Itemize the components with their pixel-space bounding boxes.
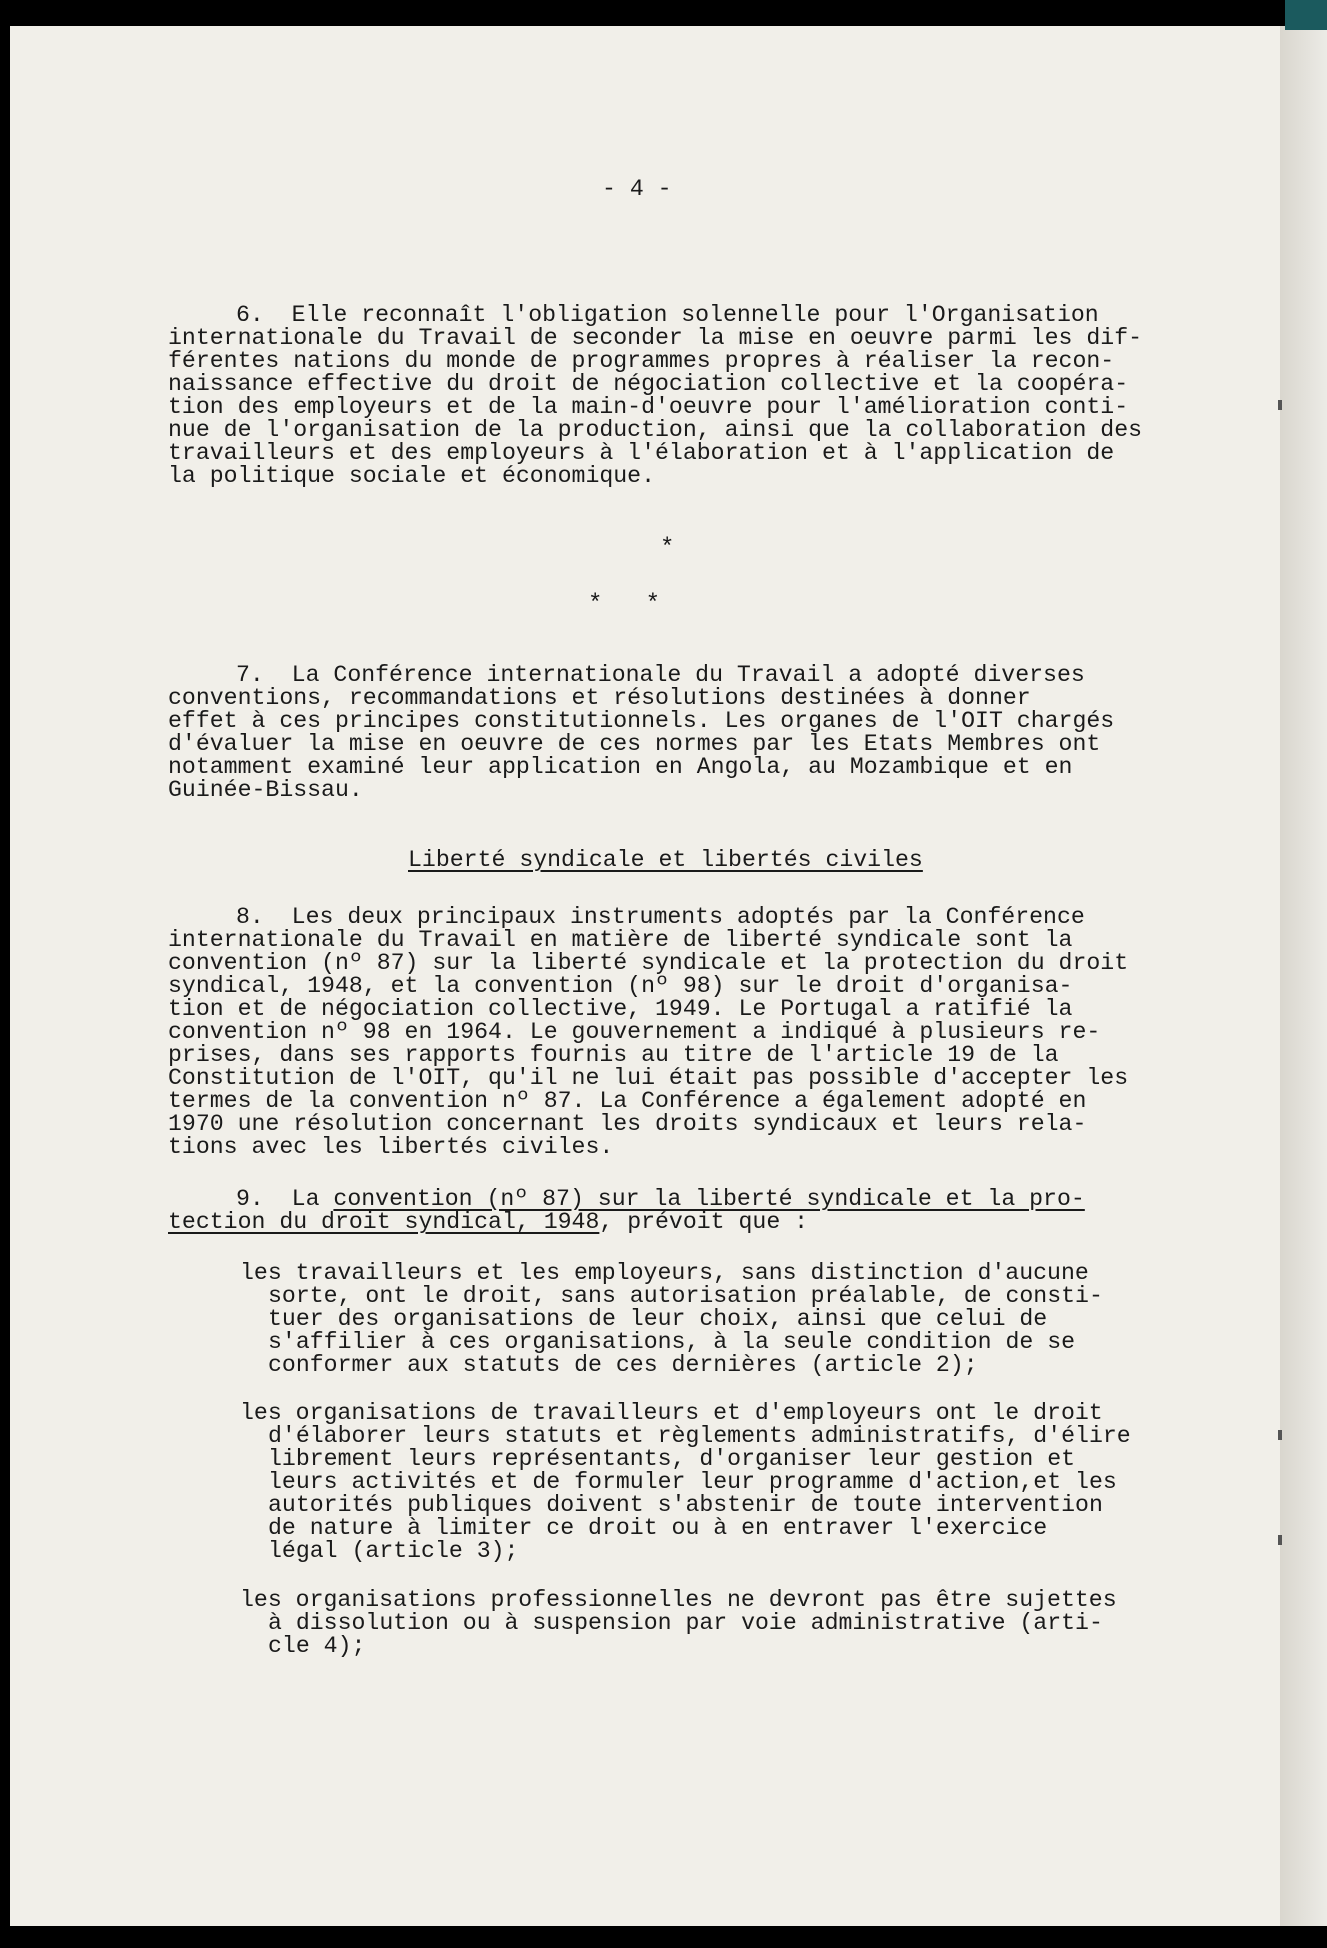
section-heading: Liberté syndicale et libertés civiles — [408, 847, 923, 873]
text-line: d'évaluer la mise en oeuvre de ces normes par les Etats Membres ont — [168, 731, 1101, 757]
text-line: autorités publiques doivent s'abstenir de toute intervention — [268, 1492, 1103, 1518]
text-line: convention nº 98 en 1964. Le gouvernement a indiqué à plusieurs re- — [168, 1019, 1101, 1045]
corner-background — [1285, 0, 1327, 30]
text-line: prises, dans ses rapports fournis au titre de l'article 19 de la — [168, 1042, 1059, 1068]
text-line: travailleurs et des employeurs à l'élaboration et à l'application de — [168, 440, 1115, 466]
text-line: Guinée-Bissau. — [168, 777, 363, 803]
text-line: internationale du Travail en matière de liberté syndicale sont la — [168, 927, 1073, 953]
text-span: 9. La — [236, 1186, 334, 1212]
margin-mark — [1278, 1430, 1282, 1440]
margin-mark — [1278, 400, 1282, 410]
page-edge — [1280, 26, 1327, 1926]
text-line: 6. Elle reconnaît l'obligation solennelle pour l'Organisation — [236, 302, 1099, 328]
text-line: tions avec les libertés civiles. — [168, 1134, 614, 1160]
text-line: termes de la convention nº 87. La Conférence a également adopté en — [168, 1088, 1087, 1114]
text-line: les organisations de travailleurs et d'employeurs ont le droit — [240, 1400, 1103, 1426]
text-line: tion des employeurs et de la main-d'oeuvre pour l'amélioration conti- — [168, 394, 1129, 420]
text-line: cle 4); — [268, 1633, 366, 1659]
text-line: 7. La Conférence internationale du Travail a adopté diverses — [236, 662, 1085, 688]
text-line: conventions, recommandations et résolutions destinées à donner — [168, 685, 1031, 711]
text-line: férentes nations du monde de programmes propres à réaliser la recon- — [168, 348, 1115, 374]
text-line: légal (article 3); — [268, 1538, 519, 1564]
text-line: Constitution de l'OIT, qu'il ne lui était pas possible d'accepter les — [168, 1065, 1129, 1091]
text-line: notamment examiné leur application en Angola, au Mozambique et en — [168, 754, 1073, 780]
page-number: - 4 - — [602, 176, 672, 202]
text-line: syndical, 1948, et la convention (nº 98) sur le droit d'organisa- — [168, 973, 1073, 999]
text-line: 1970 une résolution concernant les droits syndicaux et leurs rela- — [168, 1111, 1087, 1137]
text-line: tuer des organisations de leur choix, ainsi que celui de — [268, 1306, 1048, 1332]
text-line: à dissolution ou à suspension par voie administrative (arti- — [268, 1610, 1103, 1636]
text-line: d'élaborer leurs statuts et règlements administratifs, d'élire — [268, 1423, 1131, 1449]
text-line: de nature à limiter ce droit ou à en entraver l'exercice — [268, 1515, 1048, 1541]
text-line: sorte, ont le droit, sans autorisation préalable, de consti- — [268, 1283, 1103, 1309]
convention-title: tection du droit syndical, 1948 — [168, 1209, 600, 1235]
text-line: conformer aux statuts de ces dernières (article 2); — [268, 1352, 978, 1378]
text-line: 8. Les deux principaux instruments adoptés par la Conférence — [236, 904, 1085, 930]
text-line: internationale du Travail de seconder la mise en oeuvre parmi les dif- — [168, 325, 1143, 351]
text-line: naissance effective du droit de négociation collective et la coopéra- — [168, 371, 1129, 397]
separator-asterisk: * — [660, 535, 675, 562]
text-line: librement leurs représentants, d'organiser leur gestion et — [268, 1446, 1076, 1472]
margin-mark — [1278, 1535, 1282, 1545]
text-line: nue de l'organisation de la production, ainsi que la collaboration des — [168, 417, 1143, 443]
text-line — [236, 1188, 1085, 1211]
text-line: les travailleurs et les employeurs, sans distinction d'aucune — [240, 1260, 1089, 1286]
text-line: effet à ces principes constitutionnels. Les organes de l'OIT chargés — [168, 708, 1115, 734]
text-line: les organisations professionnelles ne devront pas être sujettes — [240, 1587, 1117, 1613]
text-line: convention (nº 87) sur la liberté syndicale et la protection du droit — [168, 950, 1129, 976]
text-line — [168, 1211, 808, 1234]
text-line: s'affilier à ces organisations, à la seule condition de se — [268, 1329, 1076, 1355]
text-line: leurs activités et de formuler leur programme d'action,et les — [268, 1469, 1117, 1495]
text-span: , prévoit que : — [599, 1209, 809, 1235]
text-line: tion et de négociation collective, 1949. Le Portugal a ratifié la — [168, 996, 1073, 1022]
convention-title: convention (nº 87) sur la liberté syndicale et la pro- — [333, 1186, 1085, 1212]
text-line: la politique sociale et économique. — [168, 463, 656, 489]
separator-asterisks: * * — [588, 591, 661, 618]
